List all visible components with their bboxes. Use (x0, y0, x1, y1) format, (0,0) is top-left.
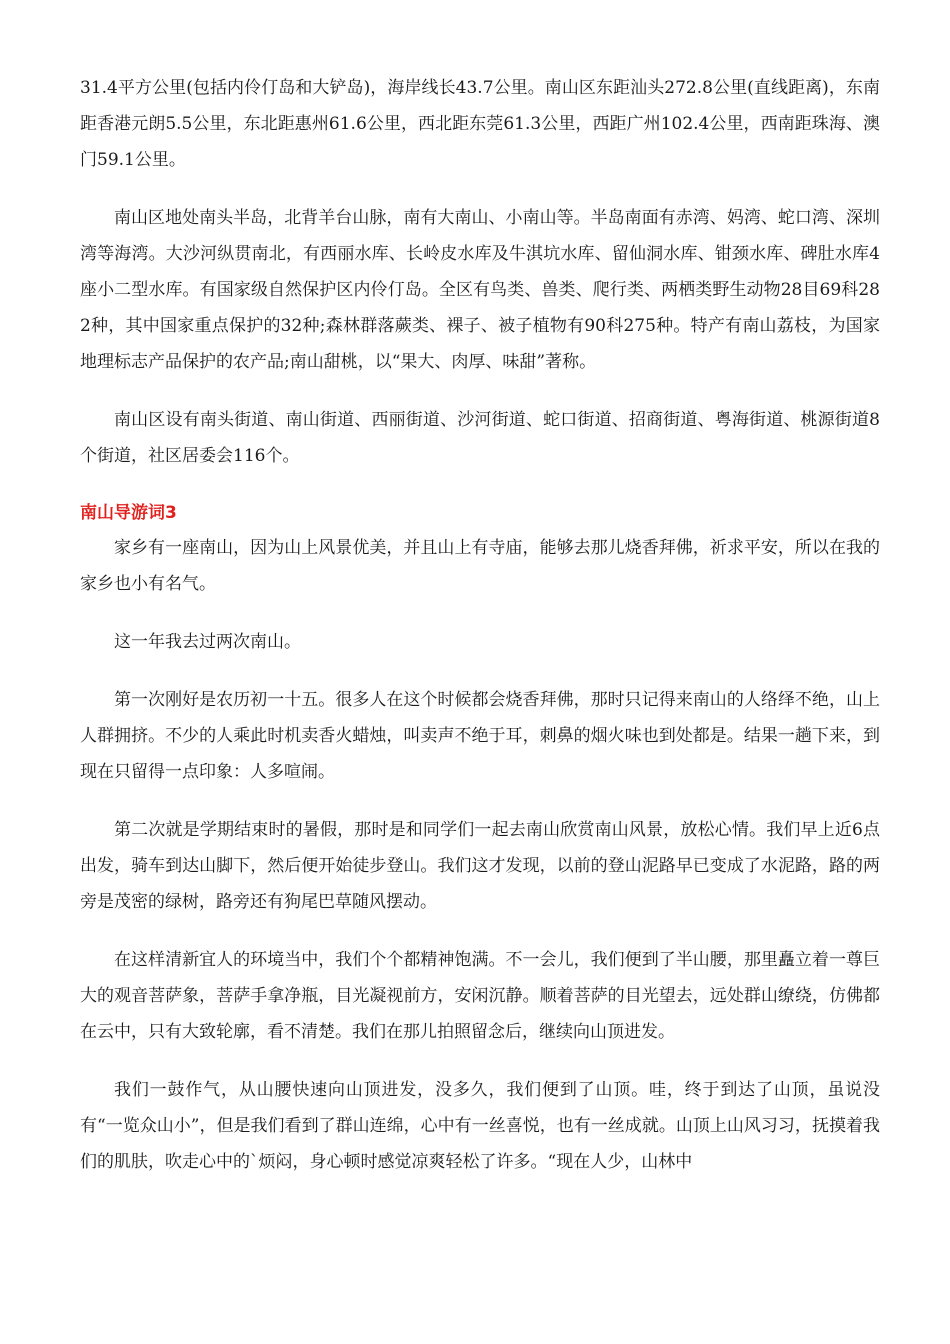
paragraph-first-visit: 第一次刚好是农历初一十五。很多人在这个时候都会烧香拜佛，那时只记得来南山的人络绎不绝，山上人群拥挤。不少的人乘此时机卖香火蜡烛，叫卖声不绝于耳，刺鼻的烟火味也到处都是。结果一趟下来，到现在只留得一点印象：人多喧闹。 (80, 690, 880, 782)
paragraph-hometown-nanshan: 家乡有一座南山，因为山上风景优美，并且山上有寺庙，能够去那儿烧香拜佛，祈求平安，所以在我的家乡也小有名气。 (80, 538, 880, 594)
document-page (80, 70, 880, 1202)
paragraph-two-visits: 这一年我去过两次南山。 (114, 632, 301, 652)
paragraph-summit: 我们一鼓作气，从山腰快速向山顶进发，没多久，我们便到了山顶。哇，终于到达了山顶，虽说没有“一览众山小”，但是我们看到了群山连绵，心中有一丝喜悦，也有一丝成就。山顶上山风习习，抚摸着我们的肌肤，吹走心中的`烦闷，身心顿时感觉凉爽轻松了许多。“现在人少，山林中 (80, 1080, 880, 1172)
paragraph-subdistricts: 南山区设有南头街道、南山街道、西丽街道、沙河街道、蛇口街道、招商街道、粤海街道、桃源街道8个街道，社区居委会116个。 (80, 410, 880, 466)
section-heading: 南山导游词3 (80, 503, 177, 523)
paragraph-area-distances: 31.4平方公里(包括内伶仃岛和大铲岛)，海岸线长43.7公里。南山区东距汕头272.8公里(直线距离)，东南距香港元朗5.5公里，东北距惠州61.6公里，西北距东莞61.3公里，西距广州102.4公里，西南距珠海、澳门59.1公里。 (80, 78, 880, 170)
paragraph-halfway: 在这样清新宜人的环境当中，我们个个都精神饱满。不一会儿，我们便到了半山腰，那里矗立着一尊巨大的观音菩萨象，菩萨手拿净瓶，目光凝视前方，安闲沉静。顺着菩萨的目光望去，远处群山缭绕，仿佛都在云中，只有大致轮廓，看不清楚。我们在那儿拍照留念后，继续向山顶进发。 (80, 950, 880, 1042)
paragraph-geography: 南山区地处南头半岛，北背羊台山脉，南有大南山、小南山等。半岛南面有赤湾、妈湾、蛇口湾、深圳湾等海湾。大沙河纵贯南北，有西丽水库、长岭皮水库及牛淇坑水库、留仙洞水库、钳颈水库、碑肚水库4座小二型水库。有国家级自然保护区内伶仃岛。全区有鸟类、兽类、爬行类、两栖类野生动物28目69科282种，其中国家重点保护的32种;森林群落蕨类、裸子、被子植物有90科275种。特产有南山荔枝，为国家地理标志产品保护的农产品;南山甜桃，以“果大、肉厚、味甜”著称。 (80, 208, 880, 372)
paragraph-second-visit: 第二次就是学期结束时的暑假，那时是和同学们一起去南山欣赏南山风景，放松心情。我们早上近6点出发，骑车到达山脚下，然后便开始徒步登山。我们这才发现，以前的登山泥路早已变成了水泥路，路的两旁是茂密的绿树，路旁还有狗尾巴草随风摆动。 (80, 820, 880, 912)
